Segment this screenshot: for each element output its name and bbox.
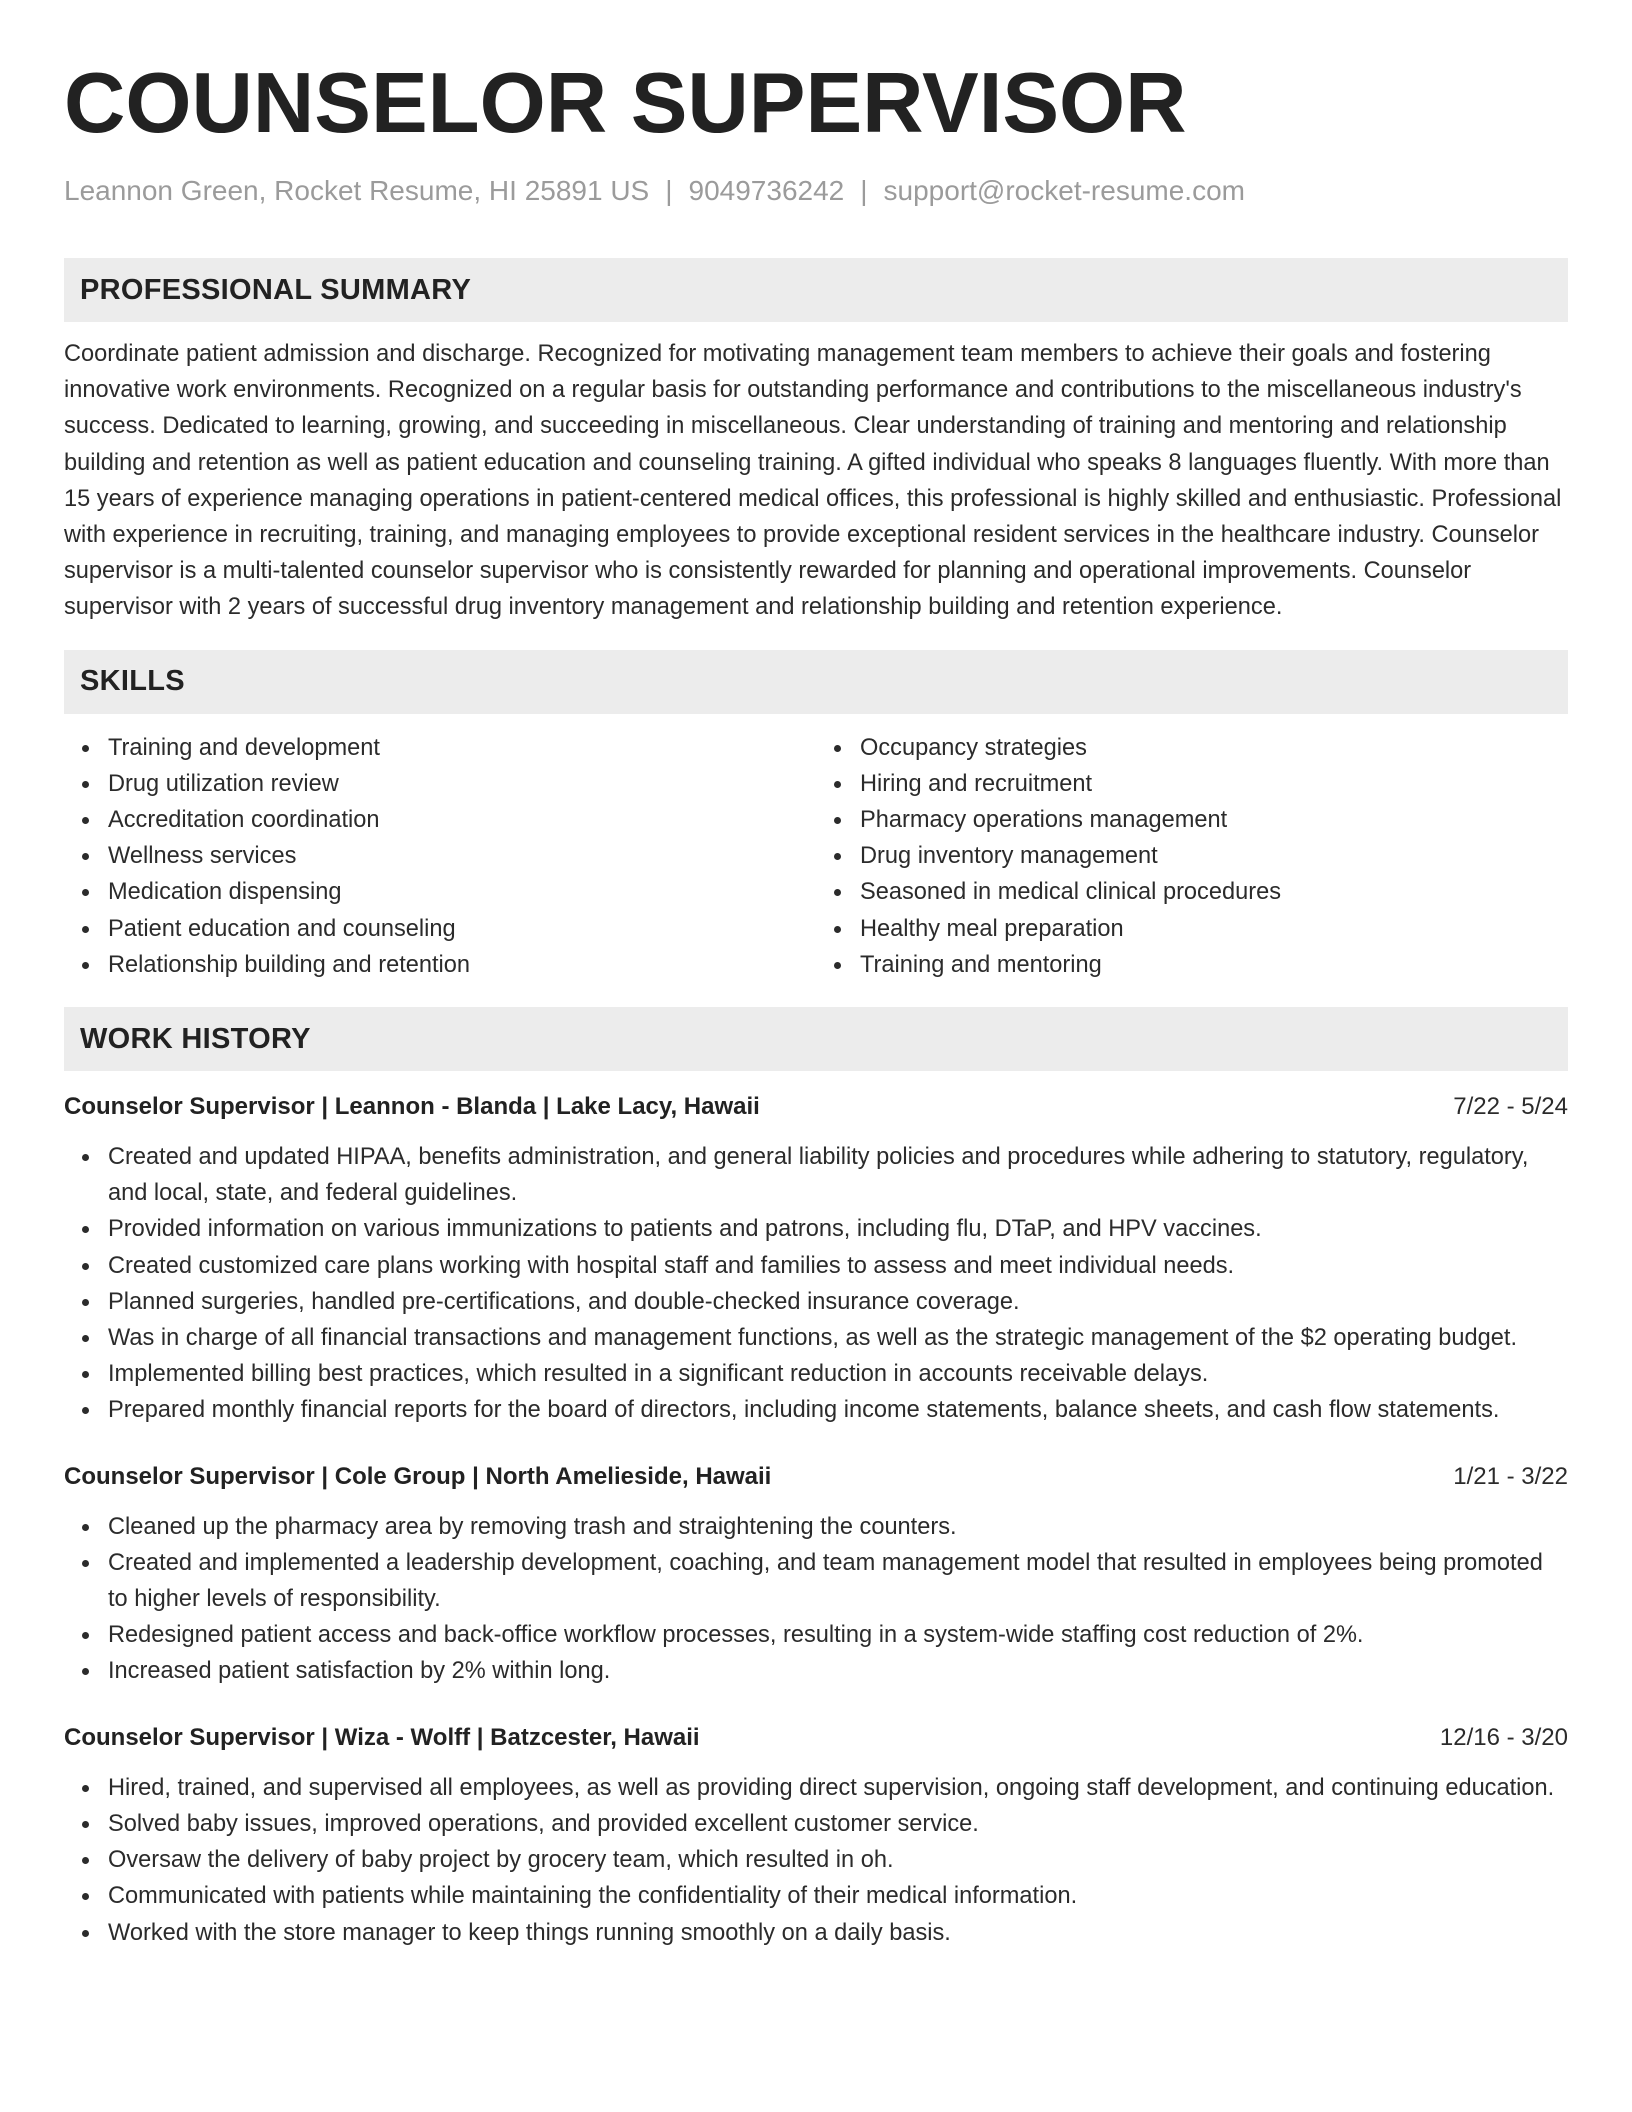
section-heading-skills: SKILLS (64, 650, 1568, 714)
job-dates: 7/22 - 5/24 (1453, 1093, 1568, 1121)
job-dates: 12/16 - 3/20 (1439, 1723, 1568, 1751)
candidate-title: COUNSELOR SUPERVISOR (64, 56, 1187, 151)
section-heading-summary: PROFESSIONAL SUMMARY (64, 258, 1568, 322)
work-history-list (64, 1089, 1568, 1951)
job-title: Counselor Supervisor | Leannon - Blanda | Lake Lacy, Hawaii (64, 1093, 760, 1121)
contact-line (64, 174, 1568, 208)
job-title: Counselor Supervisor | Wiza - Wolff | Batzcester, Hawaii (64, 1723, 700, 1751)
skill-item: Accreditation coordination (108, 802, 816, 838)
job-bullet: Created and updated HIPAA, benefits administration, and general liability policies and procedures while adhering to statutory, regulatory, and local, state, and federal guidelines. (108, 1139, 1568, 1211)
skill-item: Medication dispensing (108, 874, 816, 910)
contact-separator: | (860, 175, 868, 206)
skill-item: Relationship building and retention (108, 947, 816, 983)
contact-separator: | (665, 175, 673, 206)
skill-item: Seasoned in medical clinical procedures (860, 874, 1568, 910)
job-dates: 1/21 - 3/22 (1453, 1462, 1568, 1490)
job-bullet: Prepared monthly financial reports for the board of directors, including income statements, balance sheets, and cash flow statements. (108, 1392, 1568, 1428)
job-bullet: Communicated with patients while maintaining the confidentiality of their medical information. (108, 1878, 1568, 1914)
job-header (64, 1089, 1568, 1125)
skill-item: Healthy meal preparation (860, 911, 1568, 947)
skills-column-right (816, 730, 1568, 983)
job-bullet: Created and implemented a leadership development, coaching, and team management model that resulted in employees being promoted to higher levels of responsibility. (108, 1545, 1568, 1617)
skill-item: Training and development (108, 730, 816, 766)
job-bullet: Cleaned up the pharmacy area by removing trash and straightening the counters. (108, 1509, 1568, 1545)
summary-text: Coordinate patient admission and discharge. Recognized for motivating management team members to achieve their goals and fostering innovative work environments. Recognized on a regular basis for outstanding performance and contributions to the miscellaneous industry's success. Dedicated to learning, growing, and succeeding in miscellaneous. Clear understanding of training and mentoring and relationship building and retention as well as patient education and counseling training. A gifted individual who speaks 8 languages fluently. With more than 15 years of experience managing operations in patient-centered medical offices, this professional is highly skilled and enthusiastic. Professional with experience in recruiting, training, and managing employees to provide exceptional resident services in the healthcare industry. Counselor supervisor is a multi-talented counselor supervisor who is consistently rewarded for planning and operational improvements. Counselor supervisor with 2 years of successful drug inventory management and relationship building and retention experience. (64, 341, 1562, 621)
job-bullet: Oversaw the delivery of baby project by grocery team, which resulted in oh. (108, 1842, 1568, 1878)
job-bullet: Planned surgeries, handled pre-certifications, and double-checked insurance coverage. (108, 1284, 1568, 1320)
job-bullet: Provided information on various immunizations to patients and patrons, including flu, DTaP, and HPV vaccines. (108, 1211, 1568, 1247)
contact-phone: 9049736242 (688, 175, 845, 206)
job-entry (64, 1089, 1568, 1429)
job-bullets (64, 1770, 1568, 1951)
skill-item: Drug inventory management (860, 838, 1568, 874)
skill-item: Wellness services (108, 838, 816, 874)
job-entry (64, 1720, 1568, 1951)
job-bullet: Implemented billing best practices, which resulted in a significant reduction in accounts receivable delays. (108, 1356, 1568, 1392)
job-bullet: Worked with the store manager to keep things running smoothly on a daily basis. (108, 1915, 1568, 1951)
job-bullet: Hired, trained, and supervised all employees, as well as providing direct supervision, ongoing staff development, and continuing education. (108, 1770, 1568, 1806)
skills-list (64, 730, 1568, 983)
job-bullets (64, 1509, 1568, 1690)
job-header (64, 1720, 1568, 1756)
skill-item: Training and mentoring (860, 947, 1568, 983)
job-bullet: Solved baby issues, improved operations, and provided excellent customer service. (108, 1806, 1568, 1842)
contact-email: support@rocket-resume.com (883, 175, 1245, 206)
job-bullet: Redesigned patient access and back-office workflow processes, resulting in a system-wide staffing cost reduction of 2%. (108, 1617, 1568, 1653)
job-bullet: Increased patient satisfaction by 2% within long. (108, 1653, 1568, 1689)
job-bullet: Created customized care plans working with hospital staff and families to assess and meet individual needs. (108, 1248, 1568, 1284)
skill-item: Occupancy strategies (860, 730, 1568, 766)
job-header (64, 1459, 1568, 1495)
job-bullets (64, 1139, 1568, 1429)
contact-address: Leannon Green, Rocket Resume, HI 25891 US (64, 175, 650, 206)
skills-column-left (64, 730, 816, 983)
skill-item: Pharmacy operations management (860, 802, 1568, 838)
job-title: Counselor Supervisor | Cole Group | North Amelieside, Hawaii (64, 1462, 772, 1490)
skill-item: Patient education and counseling (108, 911, 816, 947)
skill-item: Drug utilization review (108, 766, 816, 802)
job-bullet: Was in charge of all financial transactions and management functions, as well as the strategic management of the $2 operating budget. (108, 1320, 1568, 1356)
section-heading-work-history: WORK HISTORY (64, 1007, 1568, 1071)
skill-item: Hiring and recruitment (860, 766, 1568, 802)
job-entry (64, 1459, 1568, 1690)
